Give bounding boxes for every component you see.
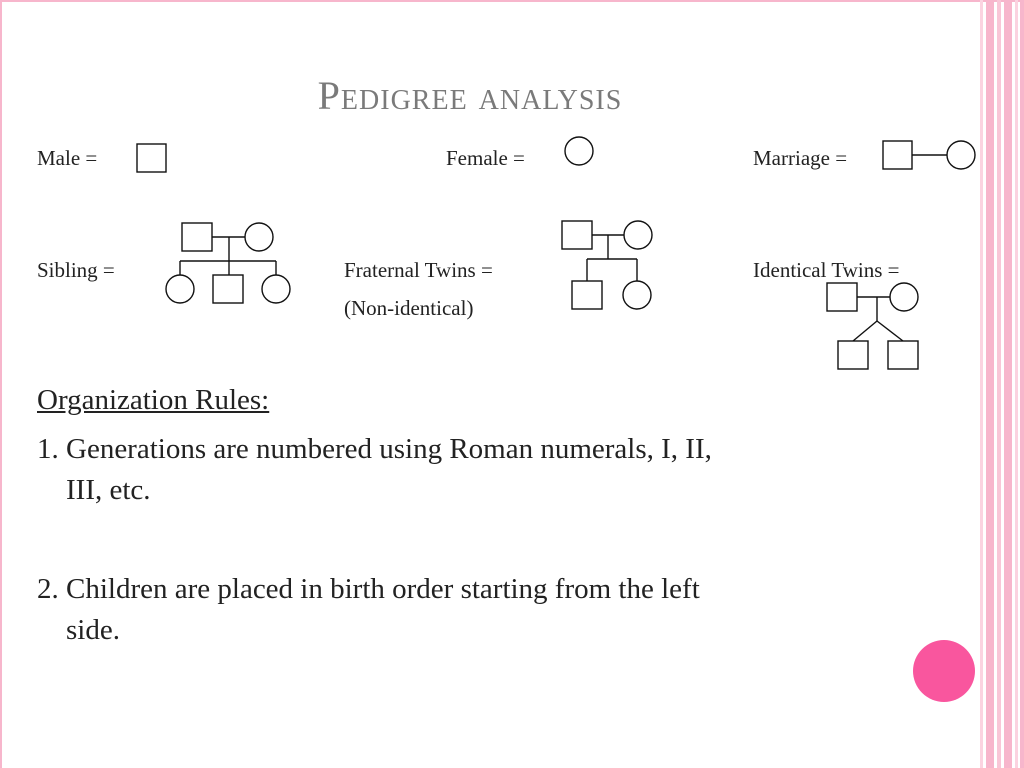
fraternal-twins-label: Fraternal Twins = xyxy=(344,258,493,282)
pink-circle-decoration xyxy=(913,640,975,702)
marriage-label: Marriage = xyxy=(753,146,848,170)
rule-2-line-2: side. xyxy=(66,614,120,646)
rule-1-line-1: 1. Generations are numbered using Roman numerals, I, II, xyxy=(37,433,712,465)
sibling-diagram xyxy=(166,223,290,303)
female-symbol xyxy=(565,137,593,165)
marriage-symbol xyxy=(883,141,975,169)
page-title: Pedigree analysis xyxy=(317,73,623,118)
female-label: Female = xyxy=(446,146,525,170)
fraternal-twins-sublabel: (Non-identical) xyxy=(344,296,474,320)
male-symbol xyxy=(137,144,166,172)
fraternal-twins-diagram xyxy=(562,221,652,309)
male-label: Male = xyxy=(37,146,98,170)
rule-2-line-1: 2. Children are placed in birth order starting from the left xyxy=(37,573,700,605)
identical-twins-diagram xyxy=(827,283,918,369)
sibling-label: Sibling = xyxy=(37,258,115,282)
identical-twins-label: Identical Twins = xyxy=(753,258,900,282)
rule-1-line-2: III, etc. xyxy=(66,474,151,506)
rules-heading: Organization Rules: xyxy=(37,384,270,416)
